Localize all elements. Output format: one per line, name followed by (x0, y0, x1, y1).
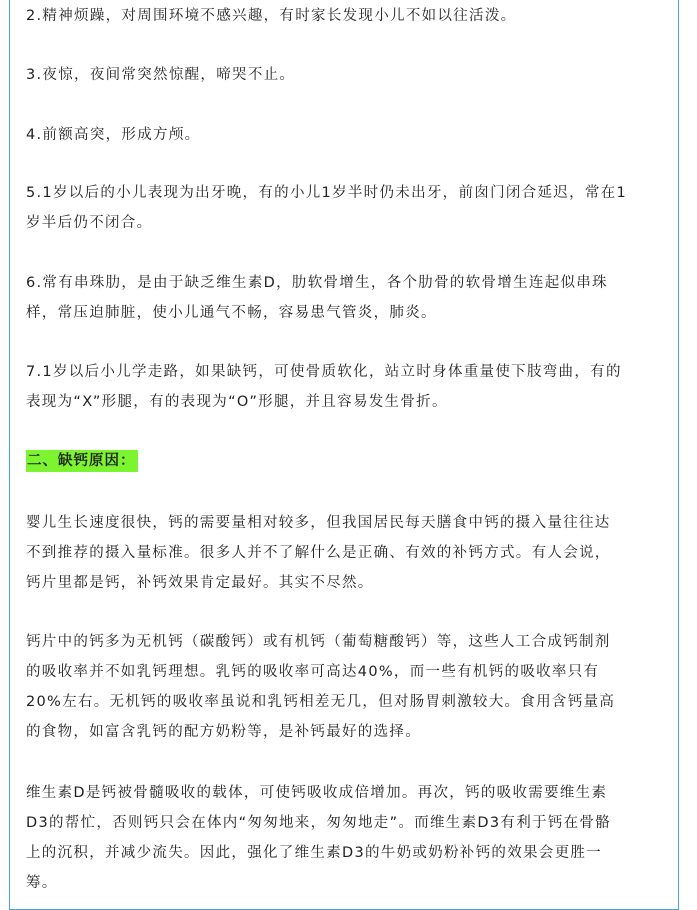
causes-paragraph-1 (26, 508, 611, 598)
causes-paragraph-2 (26, 627, 615, 747)
text-line: 钙片中的钙多为无机钙（碳酸钙）或有机钙（葡萄糖酸钙）等，这些人工合成钙制剂 (26, 634, 611, 650)
text-line: 5.1岁以后的小儿表现为出牙晚，有的小儿1岁半时仍未出牙，前囱门闭合延迟，常在1 (26, 185, 628, 201)
text-line: 婴儿生长速度很快，钙的需要量相对较多，但我国居民每天膳食中钙的摄入量往往达 (26, 515, 611, 531)
text-line: 7.1岁以后小儿学走路，如果缺钙，可使骨质软化，站立时身体重量使下肢弯曲，有的 (26, 364, 622, 380)
text-line: 的吸收率并不如乳钙理想。乳钙的吸收率可高达40%，而一些有机钙的吸收率只有 (26, 664, 600, 680)
text-line: 钙片里都是钙，补钙效果肯定最好。其实不尽然。 (26, 575, 374, 591)
text-line: 维生素D是钙被骨髓吸收的载体，可使钙吸收成倍增加。再次，钙的吸收需要维生素 (26, 785, 608, 801)
text-line: 4.前额高突，形成方颅。 (26, 127, 201, 143)
text-line: 6.常有串珠肋，是由于缺乏维生素D，肋软骨增生，各个肋骨的软骨增生连起似串珠 (26, 275, 608, 291)
text-line: 表现为“X”形腿，有的表现为“O”形腿，并且容易发生骨折。 (26, 394, 448, 410)
symptom-item-3 (26, 60, 295, 90)
text-line: 样，常压迫肺脏，使小儿通气不畅，容易患气管炎，肺炎。 (26, 305, 437, 321)
section-heading-calcium-causes: 二、缺钙原因： (26, 450, 138, 472)
text-line: 20%左右。无机钙的吸收率虽说和乳钙相差无几，但对肠胃刺激较大。食用含钙量高 (26, 694, 616, 710)
causes-paragraph-3 (26, 778, 611, 898)
symptom-item-2 (26, 1, 516, 31)
symptom-item-5 (26, 178, 627, 238)
symptom-item-4 (26, 120, 200, 150)
text-line: 筹。 (26, 875, 58, 891)
text-line: 2.精神烦躁，对周围环境不感兴趣，有时家长发现小儿不如以往活泼。 (26, 8, 517, 24)
text-line: 不到推荐的摄入量标准。很多人并不了解什么是正确、有效的补钙方式。有人会说， (26, 545, 611, 561)
text-line: D3的帮忙，否则钙只会在体内“匆匆地来，匆匆地走”。而维生素D3有利于钙在骨骼 (26, 815, 612, 831)
symptom-item-6 (26, 268, 608, 328)
text-line: 上的沉积，并减少流失。因此，强化了维生素D3的牛奶或奶粉补钙的效果会更胜一 (26, 845, 602, 861)
text-line: 岁半后仍不闭合。 (26, 215, 153, 231)
symptom-item-7 (26, 357, 622, 417)
text-line: 3.夜惊，夜间常突然惊醒，啼哭不止。 (26, 67, 296, 83)
text-line: 的食物，如富含乳钙的配方奶粉等，是补钙最好的选择。 (26, 724, 421, 740)
